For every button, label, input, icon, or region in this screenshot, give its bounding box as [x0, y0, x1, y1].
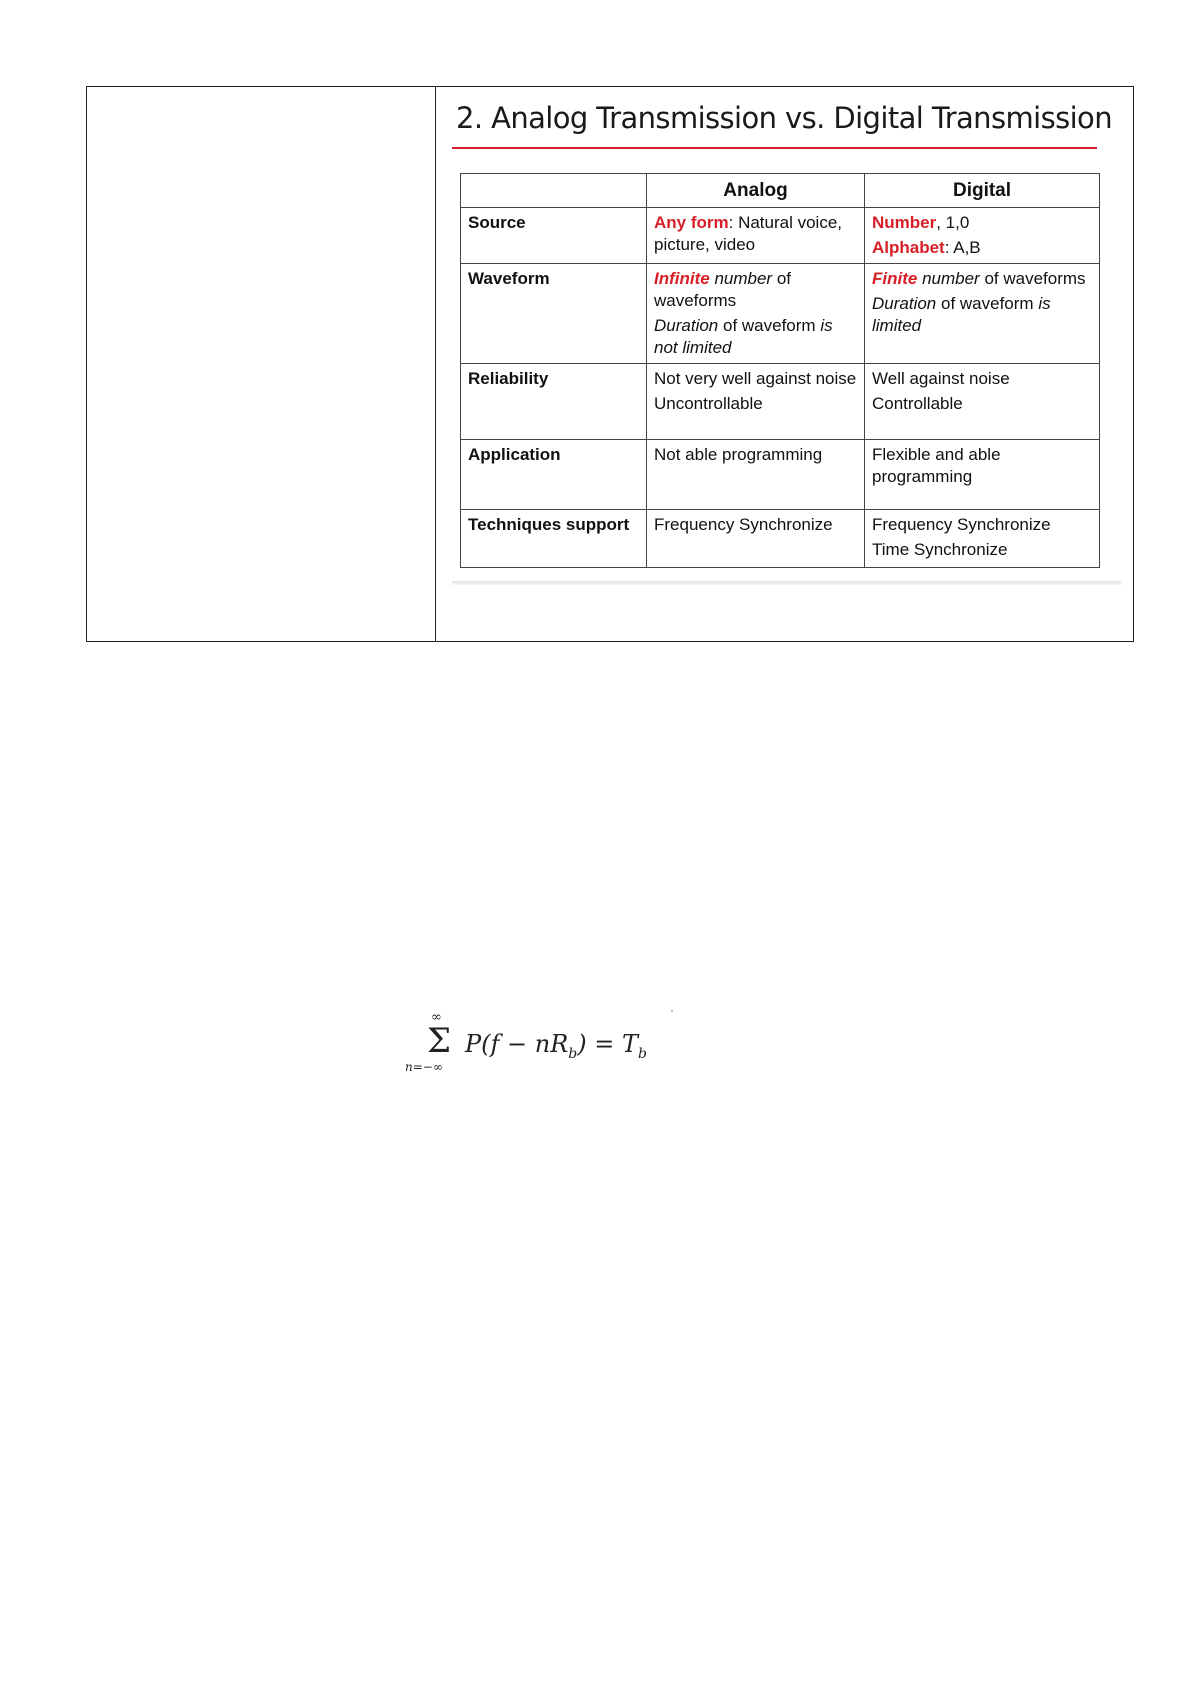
- table-row: [461, 364, 1100, 440]
- header-analog: Analog: [647, 174, 865, 208]
- waveform-digital-mid: of waveform: [936, 294, 1039, 313]
- waveform-analog-mid: of waveform: [718, 316, 821, 335]
- source-digital-red-2: Alphabet: [872, 238, 945, 257]
- waveform-digital-red: Finite: [872, 269, 918, 288]
- waveform-digital-italic: number: [917, 269, 980, 288]
- slide-bottom-edge: [452, 581, 1122, 585]
- scan-speck: [671, 1010, 673, 1012]
- summation-sign: Σ: [427, 1021, 452, 1061]
- sum-upper-limit: ∞: [431, 1010, 442, 1025]
- slide-title: 2. Analog Transmission vs. Digital Transmission: [456, 101, 1112, 135]
- cell-reliability-digital: [865, 364, 1100, 440]
- formula-body-pre: P(f − nR: [465, 1030, 569, 1058]
- techniques-analog-1: Frequency Synchronize: [654, 515, 833, 534]
- reliability-analog-2: Uncontrollable: [654, 394, 763, 413]
- cell-application-digital: [865, 440, 1100, 510]
- reliability-digital-2: Controllable: [872, 394, 963, 413]
- source-digital-red-1: Number: [872, 213, 937, 232]
- cell-source-digital: [865, 208, 1100, 264]
- table-row: [461, 440, 1100, 510]
- row-label-waveform: Waveform: [461, 264, 647, 364]
- cell-techniques-digital: [865, 510, 1100, 568]
- sum-lower-limit: n=−∞: [405, 1060, 443, 1074]
- table-row: [461, 208, 1100, 264]
- header-digital: Digital: [865, 174, 1100, 208]
- table-row: [461, 264, 1100, 364]
- waveform-analog-limit: is not limited: [654, 316, 833, 357]
- waveform-analog-text: of waveforms: [654, 269, 791, 310]
- slide-image: [452, 95, 1122, 595]
- cell-application-analog: [647, 440, 865, 510]
- reliability-digital-1: Well against noise: [872, 369, 1010, 388]
- techniques-digital-1: Frequency Synchronize: [872, 515, 1051, 534]
- cell-techniques-analog: [647, 510, 865, 568]
- waveform-digital-limit: is limited: [872, 294, 1051, 335]
- title-underline: [452, 147, 1097, 149]
- table-row: [461, 510, 1100, 568]
- waveform-analog-red: Infinite: [654, 269, 710, 288]
- source-analog-red: Any form: [654, 213, 729, 232]
- table-header-row: [461, 174, 1100, 208]
- formula-body-mid: ) = T: [577, 1030, 639, 1058]
- cell-reliability-analog: [647, 364, 865, 440]
- application-analog-1: Not able programming: [654, 445, 823, 464]
- waveform-analog-italic: number: [709, 269, 773, 288]
- waveform-analog-duration: Duration: [654, 316, 719, 335]
- formula-sub-1: b: [568, 1045, 578, 1062]
- formula-body: [465, 1030, 647, 1062]
- techniques-digital-2: Time Synchronize: [872, 540, 1008, 559]
- nyquist-formula: [405, 1008, 665, 1078]
- reliability-analog-1: Not very well against noise: [654, 369, 857, 388]
- cell-source-analog: [647, 208, 865, 264]
- cell-waveform-digital: [865, 264, 1100, 364]
- cell-waveform-analog: [647, 264, 865, 364]
- comparison-table: [460, 173, 1100, 568]
- source-digital-text-2: : A,B: [944, 238, 981, 257]
- layout-table: [86, 86, 1134, 642]
- layout-table-divider: [435, 87, 436, 641]
- source-analog-text: : Natural voice, picture, video: [654, 213, 843, 254]
- source-digital-text-1: , 1,0: [936, 213, 970, 232]
- row-label-application: Application: [461, 440, 647, 510]
- waveform-digital-duration: Duration: [872, 294, 937, 313]
- row-label-source: Source: [461, 208, 647, 264]
- waveform-digital-text: of waveforms: [979, 269, 1086, 288]
- header-empty: [461, 174, 647, 208]
- row-label-reliability: Reliability: [461, 364, 647, 440]
- row-label-techniques: Techniques support: [461, 510, 647, 568]
- formula-sub-2: b: [638, 1045, 647, 1062]
- application-digital-1: Flexible and able programming: [872, 445, 1001, 486]
